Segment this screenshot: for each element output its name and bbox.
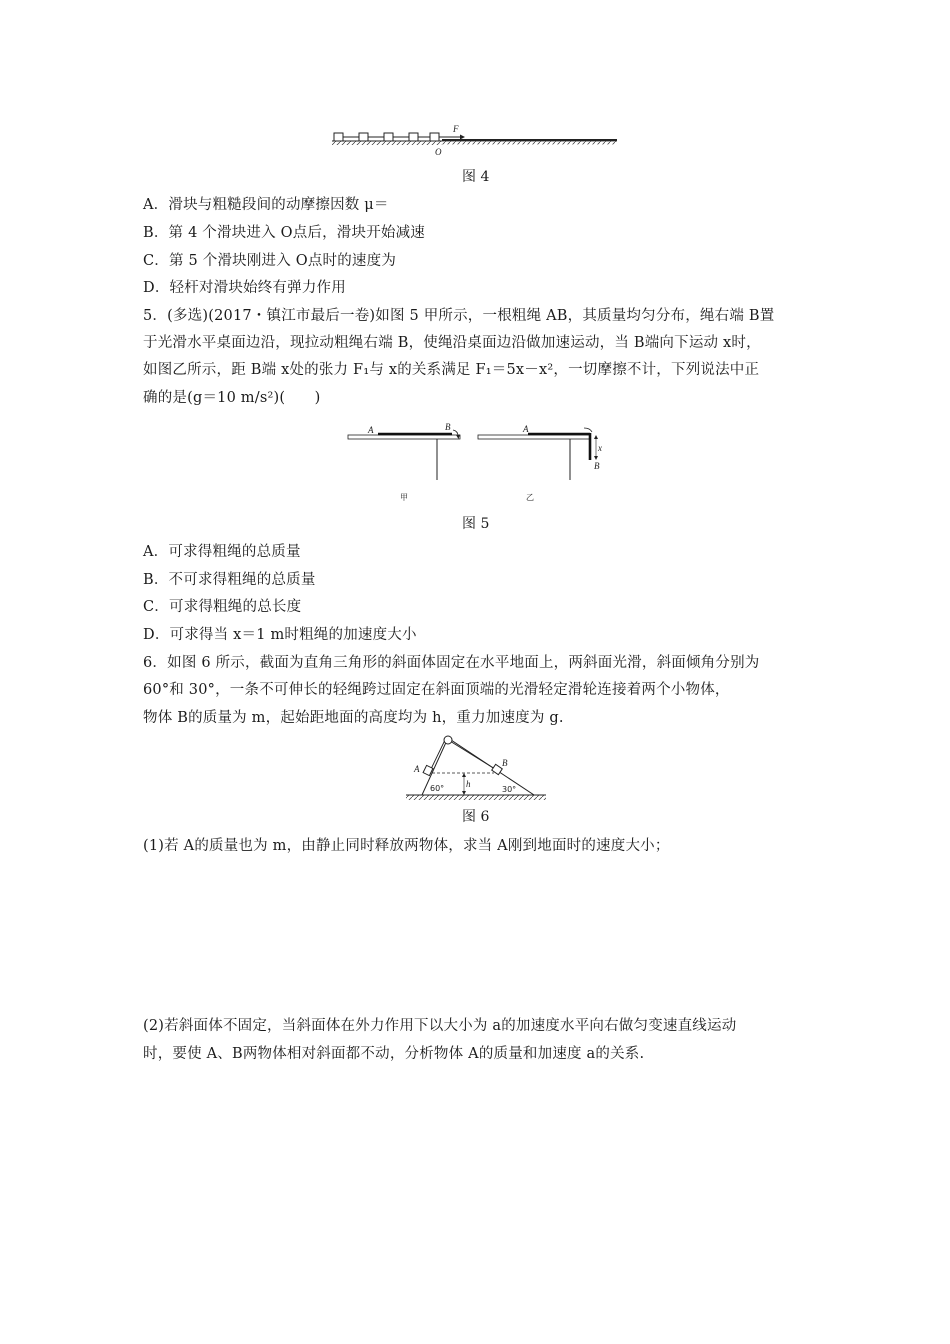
label-F: F <box>453 124 459 134</box>
figure-4-caption: 图 4 <box>462 169 490 185</box>
q6-part-1: (1)若 A的质量也为 m，由静止同时释放两物体，求当 A刚到地面时的速度大小； <box>143 838 670 854</box>
label-A-right: A <box>523 424 529 434</box>
q6-part-2-line-1: (2)若斜面体不固定，当斜面体在外力作用下以大小为 a的加速度水平向右做匀变速直线运动 <box>143 1018 737 1034</box>
sub-label-jia: 甲 <box>400 493 408 502</box>
table-right <box>478 424 602 480</box>
label-A-left: A <box>368 425 374 435</box>
figure-6-diagram <box>402 732 552 804</box>
q6-part-2-line-2: 时，要使 A、B两物体相对斜面都不动，分析物体 A的质量和加速度 a的关系. <box>143 1046 645 1062</box>
force-arrow <box>439 135 465 140</box>
label-B: B <box>502 758 508 768</box>
angle-60: 60° <box>430 784 445 793</box>
figure-4-diagram <box>320 122 630 162</box>
q6-stem-line-2: 60°和 30°，一条不可伸长的轻绳跨过固定在斜面顶端的光滑轻定滑轮连接着两个小物体， <box>143 682 730 698</box>
q5-stem-line-2: 于光滑水平桌面边沿，现拉动粗绳右端 B，使绳沿桌面边沿做加速运动，当 B端向下运动 x时， <box>143 335 761 351</box>
label-B-right: B <box>594 461 600 471</box>
ground-hatching <box>406 795 546 800</box>
q4-option-b: B．第 4 个滑块进入 O点后，滑块开始减速 <box>143 225 425 241</box>
q4-option-c: C．第 5 个滑块刚进入 O点时的速度为 <box>143 253 397 269</box>
q5-stem-line-3: 如图乙所示，距 B端 x处的张力 F₁与 x的关系满足 F₁＝5x－x²，一切摩擦不计，下列说法中正 <box>143 362 760 378</box>
label-A: A <box>414 764 420 774</box>
smooth-ground-hatching <box>332 141 442 145</box>
q5-option-c: C．可求得粗绳的总长度 <box>143 599 302 615</box>
q6-stem-line-1: 6．如图 6 所示，截面为直角三角形的斜面体固定在水平地面上，两斜面光滑，斜面倾角分别为 <box>143 655 760 671</box>
sub-label-yi: 乙 <box>526 493 534 502</box>
q6-stem-line-3: 物体 B的质量为 m，起始距地面的高度均为 h，重力加速度为 g. <box>143 710 564 726</box>
figure-5-diagram <box>340 420 620 510</box>
figure-6-caption: 图 6 <box>462 809 490 825</box>
label-x: x <box>598 443 602 453</box>
q4-option-d: D．轻杆对滑块始终有弹力作用 <box>143 280 346 296</box>
q4-option-a: A．滑块与粗糙段间的动摩擦因数 μ＝ <box>143 197 389 213</box>
q5-option-d: D．可求得当 x＝1 m时粗绳的加速度大小 <box>143 627 417 643</box>
q5-stem-line-1: 5．(多选)(2017・镇江市最后一卷)如图 5 甲所示，一根粗绳 AB，其质量均匀分布，绳右端 B置 <box>143 308 775 324</box>
rough-segment <box>442 139 617 141</box>
label-h: h <box>466 779 471 789</box>
pulley <box>444 736 452 744</box>
q5-option-b: B．不可求得粗绳的总质量 <box>143 572 316 588</box>
table-left <box>348 422 460 480</box>
figure-5-caption: 图 5 <box>462 516 490 532</box>
label-B-left: B <box>445 422 451 432</box>
q5-option-a: A．可求得粗绳的总质量 <box>143 544 301 560</box>
label-O: O <box>435 147 442 157</box>
q5-stem-line-4: 确的是(g＝10 m/s²)( ) <box>143 390 321 406</box>
angle-30: 30° <box>502 785 517 794</box>
